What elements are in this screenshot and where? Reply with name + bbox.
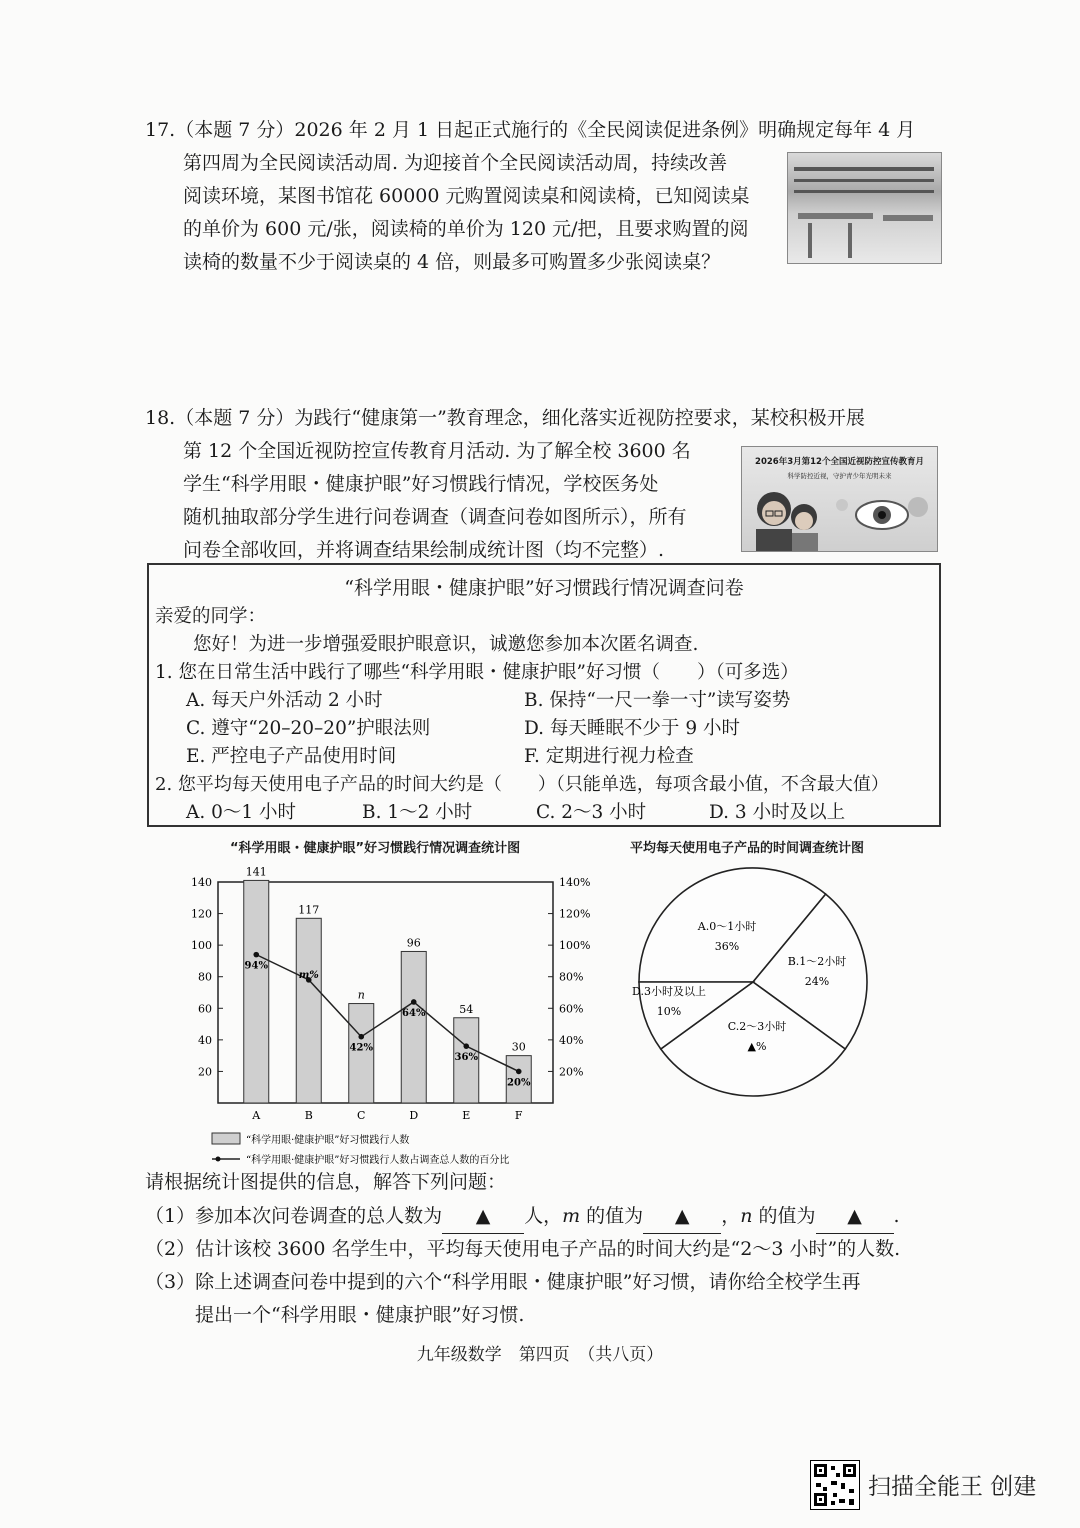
q17-line: 的单价为 600 元/张，阅读椅的单价为 120 元/把，且要求购置的阅 — [183, 218, 749, 240]
legend-line-label: “科学用眼·健康护眼”好习惯践行人数占调查总人数的百分比 — [246, 1155, 510, 1166]
bar — [296, 918, 321, 1103]
percent-label: 20% — [507, 1077, 531, 1089]
percent-label: 36% — [454, 1052, 478, 1064]
bar-value-label: 141 — [245, 865, 267, 879]
x-tick-label: D — [409, 1109, 419, 1122]
bar — [401, 951, 426, 1103]
question-2: （2）估计该校 3600 名学生中，平均每天使用电子产品的时间大约是“2～3 小时”的人数. — [145, 1238, 901, 1260]
qr-code-icon — [810, 1460, 860, 1510]
question-1: （1）参加本次问卷调查的总人数为 ▲ 人，m 的值为 ▲ ，n 的值为 ▲ . — [145, 1200, 900, 1234]
pie-slice-value: 10% — [656, 1005, 682, 1018]
var-m: m — [562, 1205, 581, 1227]
percent-label: 64% — [402, 1007, 426, 1019]
q17-line: 第四周为全民阅读活动周. 为迎接首个全民阅读活动周，持续改善 — [183, 152, 728, 174]
legend-line-marker — [216, 1157, 221, 1162]
pie-slice-name: B.1～2小时 — [787, 955, 847, 968]
bar-value-label: 117 — [298, 903, 320, 917]
x-tick-label: F — [514, 1109, 523, 1122]
question-1-text: 的值为 — [752, 1205, 816, 1227]
x-tick-label: A — [252, 1109, 261, 1122]
questions-intro: 请根据统计图提供的信息，解答下列问题： — [145, 1171, 507, 1193]
y2-tick-label: 100% — [559, 939, 591, 953]
question-1-text: 人， — [524, 1205, 563, 1227]
y2-tick-label: 40% — [559, 1033, 584, 1047]
bar-value-label: 54 — [459, 1002, 474, 1016]
question-3: （3）除上述调查问卷中提到的六个“科学用眼・健康护眼”好习惯，请你给全校学生再 — [145, 1271, 861, 1293]
x-tick-label: B — [304, 1109, 313, 1122]
bar-value-label: 30 — [511, 1040, 526, 1054]
y2-tick-label: 120% — [559, 907, 591, 921]
answer-blank-n[interactable]: ▲ — [816, 1200, 894, 1234]
survey-box — [147, 563, 941, 827]
q18-line: 第 12 个全国近视防控宣传教育月活动. 为了解全校 3600 名 — [183, 440, 691, 462]
pie-slice-name: A.0～1小时 — [697, 920, 757, 933]
x-tick-label: E — [462, 1109, 471, 1122]
percent-line — [256, 955, 519, 1072]
watermark-text: 扫描全能王 创建 — [868, 1474, 1037, 1500]
poster-title: 2026年3月第12个全国近视防控宣传教育月 — [755, 457, 924, 467]
survey-option: A. 0～1 小时 — [186, 802, 297, 823]
survey-q2: 2. 您平均每天使用电子产品的时间大约是（ ）（只能单选，每项含最小值，不含最大值） — [155, 774, 889, 795]
y-tick-label: 60 — [198, 1002, 212, 1016]
pie-slice-name: D.3小时及以上 — [632, 985, 706, 998]
y2-tick-label: 20% — [559, 1065, 584, 1079]
percent-label: 42% — [349, 1042, 373, 1054]
pie-slice-value: ▲% — [747, 1040, 767, 1053]
question-1-text: 的值为 — [580, 1205, 644, 1227]
x-tick-label: C — [357, 1109, 366, 1122]
survey-option: B. 保持“一尺一拳一寸”读写姿势 — [524, 690, 791, 711]
bar-value-label: 96 — [406, 936, 421, 950]
survey-title: “科学用眼・健康护眼”好习惯践行情况调查问卷 — [344, 577, 744, 599]
page-footer: 九年级数学 第四页 （共八页） — [416, 1345, 664, 1365]
y2-tick-label: 140% — [559, 876, 591, 889]
percent-point — [516, 1069, 522, 1075]
y2-tick-label: 60% — [559, 1002, 584, 1016]
q18-line: 学生“科学用眼・健康护眼”好习惯践行情况，学校医务处 — [183, 473, 659, 495]
q18-line: 18.（本题 7 分）为践行“健康第一”教育理念，细化落实近视防控要求，某校积极开展 — [145, 407, 865, 429]
var-n: n — [740, 1205, 753, 1227]
survey-option: C. 2～3 小时 — [536, 802, 647, 823]
pie-slice-name: C.2～3小时 — [727, 1020, 787, 1033]
q17-line: 阅读环境，某图书馆花 60000 元购置阅读桌和阅读椅，已知阅读桌 — [183, 185, 750, 207]
y-tick-label: 120 — [191, 907, 212, 921]
q17-line: 读椅的数量不少于阅读桌的 4 倍，则最多可购置多少张阅读桌？ — [183, 251, 721, 273]
survey-option: A. 每天户外活动 2 小时 — [186, 690, 383, 711]
pie-chart-title: 平均每天使用电子产品的时间调查统计图 — [630, 841, 865, 856]
q18-line: 随机抽取部分学生进行问卷调查（调查问卷如图所示），所有 — [183, 506, 687, 528]
survey-option: F. 定期进行视力检查 — [524, 746, 694, 767]
bar-value-label: n — [357, 988, 365, 1002]
pie-slice-value: 36% — [714, 940, 740, 953]
survey-option: B. 1～2 小时 — [362, 802, 473, 823]
y-tick-label: 20 — [198, 1065, 212, 1079]
percent-point — [358, 1034, 364, 1040]
answer-blank-m[interactable]: ▲ — [643, 1200, 721, 1234]
survey-option: E. 严控电子产品使用时间 — [186, 746, 397, 767]
survey-q1: 1. 您在日常生活中践行了哪些“科学用眼・健康护眼”好习惯（ ）（可多选） — [155, 662, 799, 683]
campaign-poster — [741, 446, 938, 552]
pie-slice-value: 24% — [804, 975, 830, 988]
answer-blank-total[interactable]: ▲ — [442, 1200, 524, 1234]
poster-subtitle: 科学防控近视，守护青少年光明未来 — [787, 472, 892, 480]
percent-label: 94% — [244, 960, 268, 972]
percent-point — [253, 952, 259, 958]
survey-greeting: 亲爱的同学： — [155, 606, 267, 627]
question-3-cont: 提出一个“科学用眼・健康护眼”好习惯. — [195, 1304, 525, 1326]
survey-option: D. 3 小时及以上 — [709, 802, 846, 823]
percent-point — [463, 1043, 469, 1049]
survey-option: D. 每天睡眠不少于 9 小时 — [524, 718, 740, 739]
percent-label: m% — [298, 969, 319, 981]
library-photo — [787, 152, 942, 264]
bar-chart-title: “科学用眼・健康护眼”好习惯践行情况调查统计图 — [230, 841, 521, 856]
bar — [244, 880, 269, 1103]
bar-chart — [180, 860, 600, 1170]
y-tick-label: 100 — [191, 939, 212, 953]
survey-intro: 您好！为进一步增强爱眼护眼意识，诚邀您参加本次匿名调查. — [193, 634, 699, 655]
question-1-text: （1）参加本次问卷调查的总人数为 — [145, 1205, 443, 1227]
percent-point — [411, 999, 417, 1005]
y-tick-label: 140 — [191, 876, 212, 889]
legend-bar-swatch — [212, 1133, 240, 1144]
legend-bar-label: “科学用眼·健康护眼”好习惯践行人数 — [246, 1135, 410, 1146]
survey-option: C. 遵守“20–20–20”护眼法则 — [186, 718, 431, 739]
y-tick-label: 80 — [198, 970, 212, 984]
y-tick-label: 40 — [198, 1033, 212, 1047]
poster-illustration — [742, 447, 937, 551]
pie-chart — [625, 855, 885, 1115]
y2-tick-label: 80% — [559, 970, 584, 984]
q17-line: 17.（本题 7 分）2026 年 2 月 1 日起正式施行的《全民阅读促进条例》明确规定每年 4 月 — [145, 119, 916, 141]
q18-line: 问卷全部收回，并将调查结果绘制成统计图（均不完整）. — [183, 539, 665, 561]
